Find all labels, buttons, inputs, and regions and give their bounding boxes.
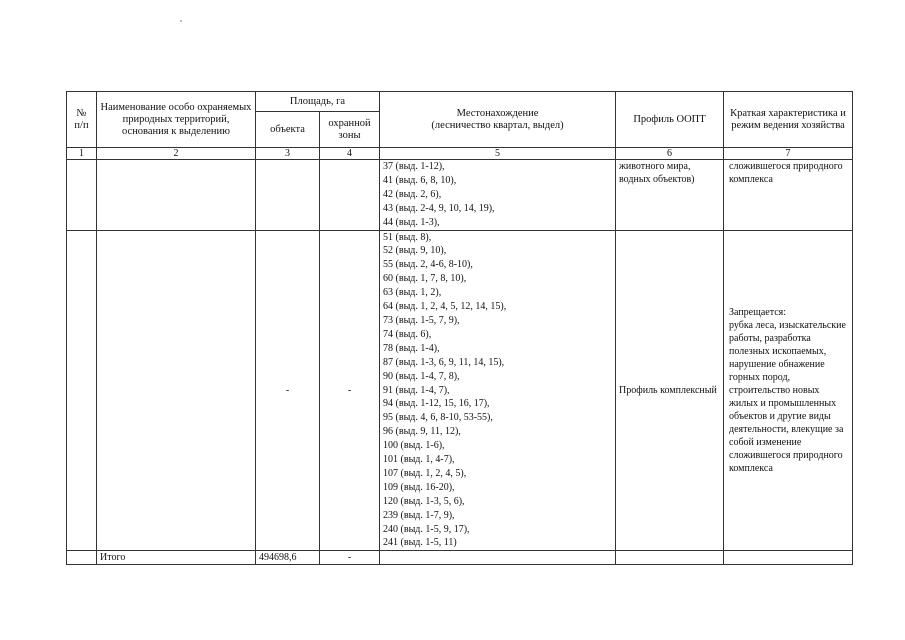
location-item: 90 (выд. 1-4, 7, 8),	[383, 370, 460, 382]
location-item: 74 (выд. 6),	[383, 328, 432, 340]
location-item: 60 (выд. 1, 7, 8, 10),	[383, 273, 467, 285]
regime-cell: Запрещается: рубка леса, изыскательские работы, разработка полезных ископаемых, нарушение обнажение горных пород, строительство новых жилых и промышленных объектов и другие виды деятельности, влекущие за собой изменение сложившегося природного комплекса	[724, 230, 853, 551]
location-item: 100 (выд. 1-6),	[383, 440, 445, 452]
col-number: 4	[320, 148, 380, 160]
location-item: 73 (выд. 1-5, 7, 9),	[383, 314, 460, 326]
header-profile: Профиль ООПТ	[616, 92, 724, 148]
location-item: 95 (выд. 4, 6, 8-10, 53-55),	[383, 412, 493, 424]
location-item: 109 (выд. 16-20),	[383, 481, 455, 493]
location-item: 240 (выд. 1-5, 9, 17),	[383, 523, 470, 535]
regime-cell: сложившегося природного комплекса	[724, 160, 853, 231]
area-object-cell: -	[256, 230, 320, 551]
header-area-zone: охранной зоны	[320, 112, 380, 148]
header-location: Местонахождение (лесничество квартал, выдел)	[380, 92, 616, 148]
header-area: Площадь, га	[256, 92, 380, 112]
protected-areas-table	[66, 91, 853, 565]
location-item: 55 (выд. 2, 4-6, 8-10),	[383, 259, 473, 271]
table-row	[67, 160, 853, 231]
location-item: 241 (выд. 1-5, 11)	[383, 537, 457, 549]
location-item: 91 (выд. 1-4, 7),	[383, 384, 450, 396]
location-item: 101 (выд. 1, 4-7),	[383, 454, 455, 466]
col-number: 7	[724, 148, 853, 160]
location-cell	[380, 230, 616, 551]
header-name: Наименование особо охраняемых природных территорий, основания к выделению	[97, 92, 256, 148]
area-zone-cell: -	[320, 230, 380, 551]
col-number: 3	[256, 148, 320, 160]
location-item: 78 (выд. 1-4),	[383, 342, 440, 354]
table-row	[67, 230, 853, 551]
scan-speck	[180, 20, 182, 22]
location-item: 37 (выд. 1-12),	[383, 161, 445, 172]
total-row	[67, 551, 853, 565]
header-number: № п/п	[67, 92, 97, 148]
location-item: 52 (выд. 9, 10),	[383, 245, 447, 257]
location-item: 239 (выд. 1-7, 9),	[383, 509, 455, 521]
location-item: 44 (выд. 1-3),	[383, 216, 440, 228]
header-regime: Краткая характеристика и режим ведения хозяйства	[724, 92, 853, 148]
col-number: 6	[616, 148, 724, 160]
location-item: 87 (выд. 1-3, 6, 9, 11, 14, 15),	[383, 356, 505, 368]
header-area-object: объекта	[256, 112, 320, 148]
location-item: 120 (выд. 1-3, 5, 6),	[383, 495, 465, 507]
total-label: Итого	[97, 551, 256, 565]
location-item: 107 (выд. 1, 2, 4, 5),	[383, 467, 467, 479]
location-item: 41 (выд. 6, 8, 10),	[383, 174, 457, 186]
col-number: 1	[67, 148, 97, 160]
location-item: 42 (выд. 2, 6),	[383, 188, 442, 200]
header-row	[67, 92, 853, 112]
location-item: 94 (выд. 1-12, 15, 16, 17),	[383, 398, 490, 410]
col-number: 5	[380, 148, 616, 160]
total-area-object: 494698,6	[256, 551, 320, 565]
column-number-row	[67, 148, 853, 160]
location-item: 63 (выд. 1, 2),	[383, 287, 442, 299]
col-number: 2	[97, 148, 256, 160]
location-item: 51 (выд. 8),	[383, 231, 432, 243]
location-item: 64 (выд. 1, 2, 4, 5, 12, 14, 15),	[383, 301, 507, 313]
profile-cell: животного мира, водных объектов)	[616, 160, 724, 231]
profile-cell: Профиль комплексный	[616, 230, 724, 551]
location-cell	[380, 160, 616, 231]
location-item: 43 (выд. 2-4, 9, 10, 14, 19),	[383, 202, 495, 214]
total-area-zone: -	[320, 551, 380, 565]
location-item: 96 (выд. 9, 11, 12),	[383, 426, 461, 438]
